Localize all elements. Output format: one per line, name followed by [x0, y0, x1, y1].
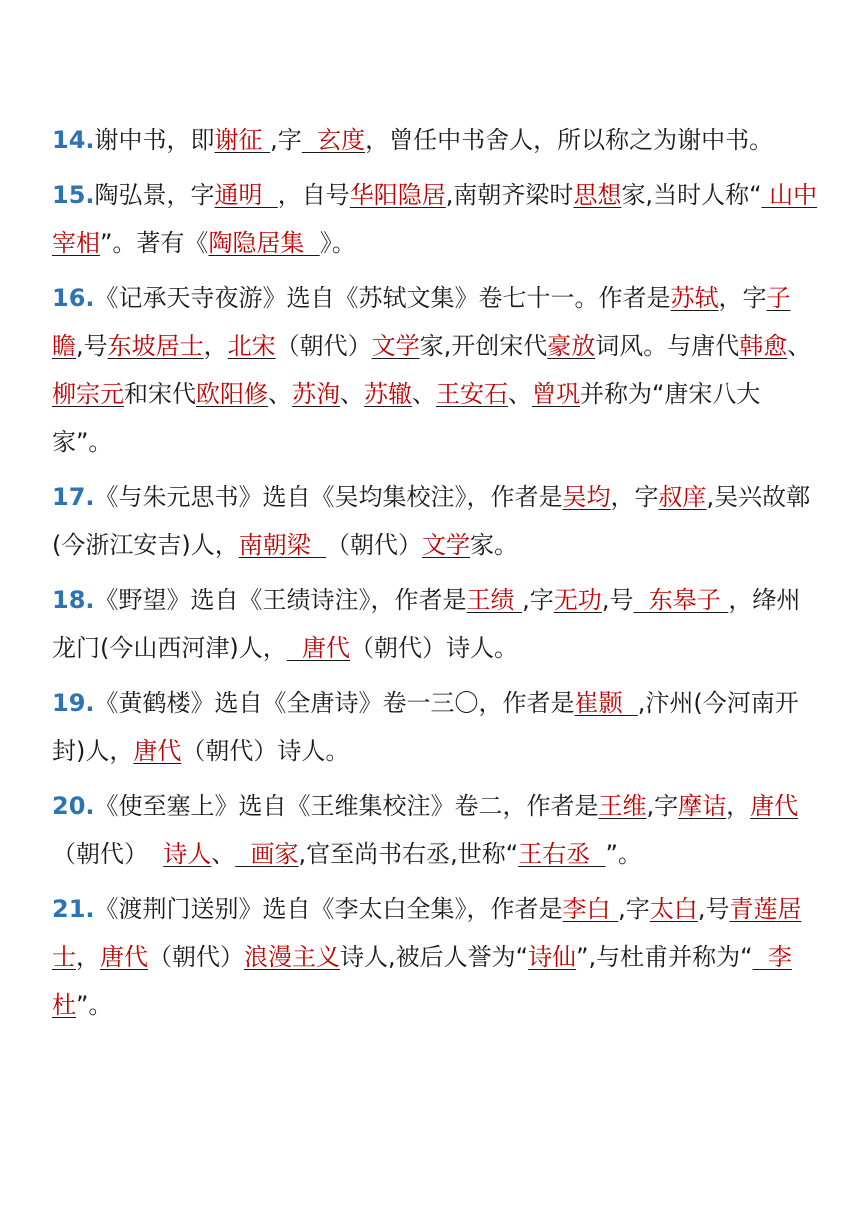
- item-number: 16: [52, 284, 86, 312]
- question-text: ，: [76, 943, 100, 971]
- question-text: 家。: [470, 531, 518, 559]
- question-text: 》。: [319, 229, 356, 257]
- question-text: 谢中书，即: [94, 126, 215, 154]
- question-text: 《与朱元思书》选自《吴均集校注》，作者是: [94, 483, 563, 511]
- question-text: 、: [412, 380, 436, 408]
- answer-text: 南朝梁: [238, 531, 326, 559]
- exercise-item-19: [52, 679, 820, 775]
- answer-text: 浪漫主义: [244, 943, 340, 971]
- item-number-dot: .: [85, 181, 95, 209]
- answer-text: 思想: [573, 181, 622, 209]
- question-text: 词风。与唐代: [595, 332, 740, 360]
- question-text: 、: [211, 840, 236, 868]
- question-text: ，: [726, 792, 751, 820]
- question-text: （朝代）诗人。: [181, 737, 350, 765]
- item-number-dot: .: [85, 792, 95, 820]
- question-text: ”。著有《: [100, 229, 209, 257]
- item-number: 14: [52, 126, 86, 154]
- item-number-dot: .: [85, 126, 95, 154]
- question-text: 《渡荆门送别》选自《李太白全集》，作者是: [94, 895, 563, 923]
- question-text: ,号: [697, 895, 730, 923]
- item-number: 21: [52, 895, 86, 923]
- question-text: 《使至塞上》选自《王维集校注》卷二，作者是: [94, 792, 599, 820]
- question-text: 、: [508, 380, 532, 408]
- answer-text: 苏轼: [670, 284, 719, 312]
- question-text: 家,开创宋代: [419, 332, 548, 360]
- question-text: ，字: [718, 284, 767, 312]
- answer-text: 叔庠: [658, 483, 707, 511]
- answer-text: 唐代: [286, 634, 350, 662]
- answer-text: 吴均: [562, 483, 611, 511]
- item-number: 20: [52, 792, 86, 820]
- question-text: ”。: [76, 991, 113, 1019]
- answer-text: 苏辙: [364, 380, 412, 408]
- question-text: ,字: [270, 126, 302, 154]
- answer-text: 画家: [235, 840, 299, 868]
- answer-text: 王绩: [466, 586, 523, 614]
- question-text: ”。: [605, 840, 642, 868]
- answer-text: 柳宗元: [52, 380, 124, 408]
- exercise-list: [52, 116, 820, 1036]
- item-number-dot: .: [85, 689, 95, 717]
- question-text: ,字: [646, 792, 679, 820]
- answer-text: 文学: [422, 531, 470, 559]
- exercise-item-20: [52, 782, 820, 878]
- exercise-item-21: [52, 885, 820, 1029]
- answer-text: 山中宰相: [52, 181, 818, 257]
- question-text: 《野望》选自《王绩诗注》，作者是: [94, 586, 467, 614]
- answer-text: 韩愈: [739, 332, 788, 360]
- answer-text: 陶隐居集: [208, 229, 320, 257]
- question-text: 并称为“唐宋八大家”。: [52, 380, 761, 456]
- answer-text: 唐代: [133, 737, 182, 765]
- question-text: ，曾任中书舍人，所以称之为谢中书。: [365, 126, 774, 154]
- question-text: ,南朝齐梁时: [445, 181, 574, 209]
- answer-text: 太白: [649, 895, 698, 923]
- item-number: 15: [52, 181, 86, 209]
- answer-text: 东皋子: [633, 586, 729, 614]
- answer-text: 崔颢: [574, 689, 638, 717]
- question-text: ,号: [76, 332, 108, 360]
- exercise-item-15: [52, 171, 820, 267]
- item-number-dot: .: [85, 284, 95, 312]
- answer-text: 王安石: [436, 380, 508, 408]
- answer-text: 李杜: [52, 943, 792, 1019]
- question-text: ，绛州龙门(今山西河津)人，: [52, 586, 801, 662]
- answer-text: 李白: [562, 895, 619, 923]
- question-text: 诗人,被后人誉为“: [340, 943, 529, 971]
- item-number: 18: [52, 586, 86, 614]
- item-number-dot: .: [85, 586, 95, 614]
- answer-text: 华阳隐居: [349, 181, 446, 209]
- answer-text: 欧阳修: [196, 380, 268, 408]
- question-text: 家,当时人称“: [621, 181, 762, 209]
- question-text: （朝代）: [326, 531, 422, 559]
- item-number-dot: .: [85, 483, 95, 511]
- question-text: 《记承天寺夜游》选自《苏轼文集》卷七十一。作者是: [94, 284, 671, 312]
- answer-text: 唐代: [750, 792, 799, 820]
- question-text: 和宋代: [124, 380, 196, 408]
- question-text: 、: [268, 380, 292, 408]
- item-number: 19: [52, 689, 86, 717]
- question-text: ,吴兴故鄣(今浙江安吉)人，: [52, 483, 811, 559]
- answer-text: 青莲居士: [52, 895, 802, 971]
- question-text: 《黄鹤楼》选自《全唐诗》卷一三〇，作者是: [94, 689, 575, 717]
- answer-text: 北宋: [227, 332, 276, 360]
- answer-text: 文学: [371, 332, 420, 360]
- item-number: 17: [52, 483, 86, 511]
- question-text: ,字: [522, 586, 554, 614]
- question-text: （朝代）: [148, 943, 244, 971]
- question-text: 、: [787, 332, 812, 360]
- exercise-item-17: [52, 473, 820, 569]
- answer-text: 子瞻: [52, 284, 791, 360]
- answer-text: 诗人: [163, 840, 212, 868]
- answer-text: 唐代: [100, 943, 148, 971]
- answer-text: 王右丞: [518, 840, 606, 868]
- answer-text: 曾巩: [532, 380, 580, 408]
- question-text: ，: [203, 332, 228, 360]
- question-text: ，字: [610, 483, 659, 511]
- question-text: 陶弘景，字: [94, 181, 215, 209]
- question-text: ,官至尚书右丞,世称“: [298, 840, 519, 868]
- question-text: ”,与杜甫并称为“: [576, 943, 753, 971]
- question-text: ，自号: [277, 181, 350, 209]
- exercise-item-14: [52, 116, 820, 164]
- question-text: ,号: [601, 586, 634, 614]
- answer-text: 东坡居士: [107, 332, 204, 360]
- question-text: ,汴州(今河南开封)人，: [52, 689, 799, 765]
- answer-text: 摩诘: [678, 792, 727, 820]
- question-text: （朝代）: [275, 332, 372, 360]
- question-text: 、: [340, 380, 364, 408]
- answer-text: 无功: [553, 586, 602, 614]
- answer-text: 王维: [598, 792, 647, 820]
- question-text: （朝代）: [52, 840, 164, 868]
- question-text: ,字: [618, 895, 650, 923]
- exercise-item-16: [52, 274, 820, 466]
- exercise-item-18: [52, 576, 820, 672]
- item-number-dot: .: [85, 895, 95, 923]
- question-text: （朝代）诗人。: [350, 634, 518, 662]
- answer-text: 诗仙: [528, 943, 577, 971]
- answer-text: 豪放: [547, 332, 596, 360]
- answer-text: 苏洵: [292, 380, 340, 408]
- answer-text: 谢征: [214, 126, 271, 154]
- answer-text: 玄度: [301, 126, 366, 154]
- answer-text: 通明: [214, 181, 278, 209]
